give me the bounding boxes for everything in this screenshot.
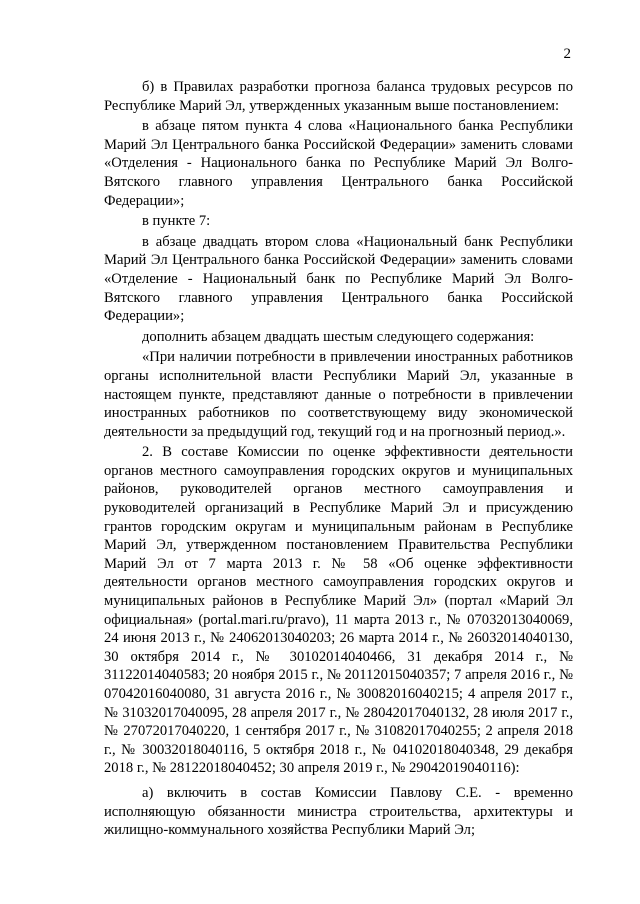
- paragraph-rules-intro: б) в Правилах разработки прогноза баланса трудовых ресурсов по Республике Марий Эл, утвержденных указанным выше постановлением:: [104, 79, 573, 114]
- paragraph-commission-section: 2. В составе Комиссии по оценке эффективности деятельности органов местного самоуправления городских округов и муниципальных районов, руководителей органов местного самоуправления и руководителей организаций в Республике Марий Эл и присуждению грантов городским округам и муниципальным районам в Республике Марий Эл, утвержденном постановлением Правительства Республики Марий Эл от 7 марта 2013 г. № 58 «Об оценке эффективности деятельности органов местного самоуправления городских округов и муниципальных районов в Республике Марий Эл» (портал «Марий Эл официальная» (portal.mari.ru/pravo), 11 марта 2013 г., № 07032013040069, 24 июня 2013 г., № 24062013040203; 26 марта 2014 г., № 26032014040130, 30 октября 2014 г., № 30102014040466, 31 декабря 2014 г., № 31122014040583; 20 ноября 2015 г., № 20112015040357; 7 апреля 2016 г., № 07042016040080, 31 августа 2016 г., № 30082016040215; 4 апреля 2017 г., № 31032017040095, 28 апреля 2017 г., № 28042017040132, 28 июля 2017 г., № 27072017040220, 1 сентября 2017 г., № 31082017040255; 2 апреля 2018 г., № 30032018040116, 5 октября 2018 г., № 04102018040348, 29 декабря 2018 г., № 28122018040452; 30 апреля 2019 г., № 29042019040116):: [104, 444, 573, 777]
- paragraph-point7-amendment: в абзаце двадцать втором слова «Национальный банк Республики Марий Эл Центрального банка Российской Федерации» заменить словами «Отделение - Национальный банк по Республике Марий Эл Волго-Вятского главного управления Центрального банка Российской Федерации»;: [104, 233, 573, 325]
- paragraph-include-member: а) включить в состав Комиссии Павлову С.Е. - временно исполняющую обязанности министра строительства, архитектуры и жилищно-коммунального хозяйства Республики Марий Эл;: [104, 784, 573, 839]
- paragraph-point7-heading: в пункте 7:: [142, 213, 211, 230]
- paragraph-new-abzac-text: «При наличии потребности в привлечении иностранных работников органы исполнительной власти Республики Марий Эл, указанные в настоящем пункте, представляют данные о потребности в привлечении иностранных работников по соответствующему виду экономической деятельности за предыдущий год, текущий год и на прогнозный период.».: [104, 349, 573, 440]
- paragraph-add-abzac: дополнить абзацем двадцать шестым следующего содержания:: [142, 328, 535, 345]
- page-number: 2: [563, 46, 571, 62]
- paragraph-point4-amendment: в абзаце пятом пункта 4 слова «Национального банка Республики Марий Эл Центрального банка Российской Федерации» заменить словами «Отделения - Национального банка по Республике Марий Эл Волго-Вятского главного управления Центрального банка Российской Федерации»;: [104, 118, 573, 209]
- document-body: [104, 78, 573, 842]
